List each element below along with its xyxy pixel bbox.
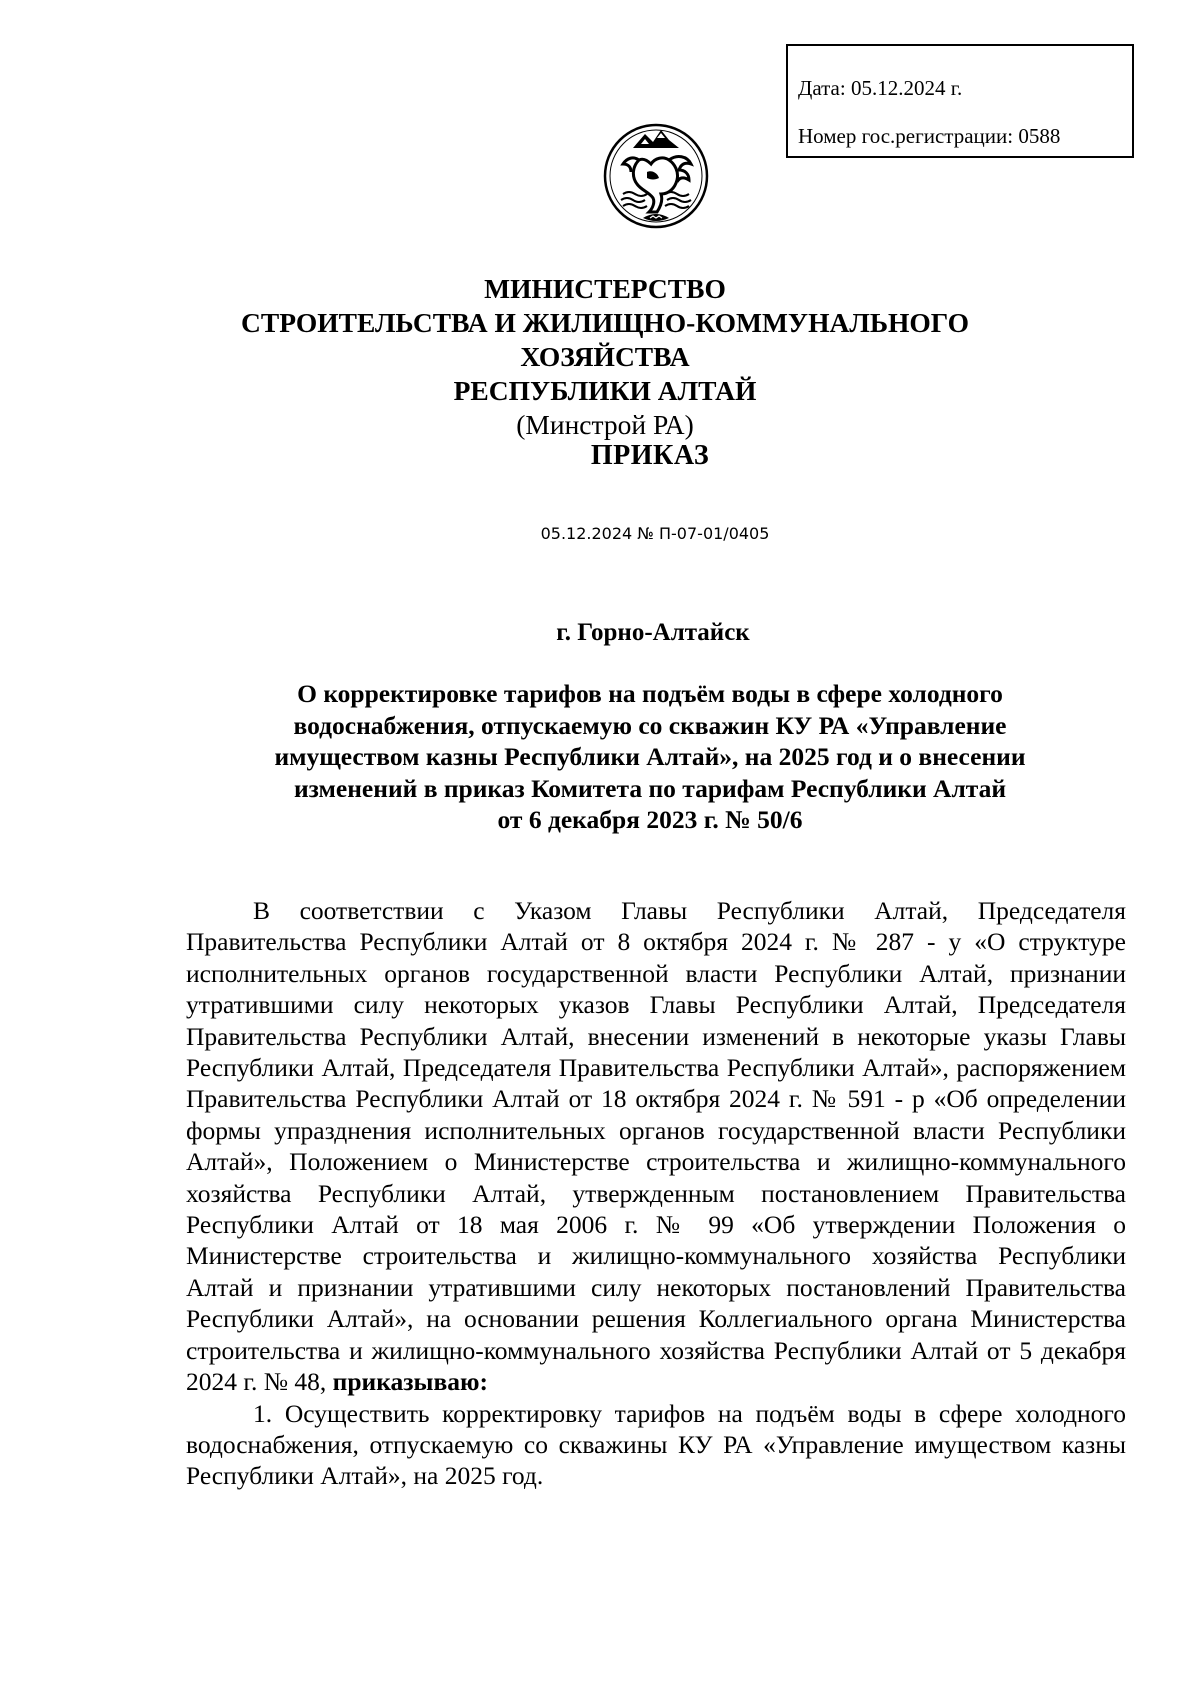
ministry-short-name: (Минстрой РА) [516, 409, 694, 440]
order-title-line5: от 6 декабря 2023 г. № 50/6 [497, 805, 803, 834]
order-title-line4: изменений в приказ Комитета по тарифам Республики Алтай [293, 773, 1007, 803]
preamble-text: В соответствии с Указом Главы Республики Алтай, Председателя Правительства Республики Алтай от 8 октября 2024 г. № 287 - у «О структуре исполнительных органов государственной власти Республики Алтай, признании утратившими силу некоторых указов Главы Республики Алтай, Председателя Правительства Республики Алтай, внесении изменений в некоторые указы Главы Республики Алтай, Председателя Правительства Республики Алтай», распоряжением Правительства Республики Алтай от 18 октября 2024 г. № 591 - р «Об определении формы упразднения исполнительных органов государственной власти Республики Алтай», Положением о Министерстве строительства и жилищно-коммунального хозяйства Республики Алтай, утвержденным постановлением Правительства Республики Алтай от 18 мая 2006 г. № 99 «Об утверждении Положения о Министерстве строительства и жилищно-коммунального хозяйства Республики Алтай и признании утратившими силу некоторых постановлений Правительства Республики Алтай», на основании решения Коллегиального органа Министерства строительства и жилищно-коммунального хозяйства Республики Алтай от 5 декабря 2024 г. № 48, [186, 896, 1126, 1397]
order-reg-number: 05.12.2024 № П-07-01/0405 [540, 524, 770, 543]
registration-date-value: 05.12.2024 г. [850, 76, 963, 100]
ministry-name-line3: РЕСПУБЛИКИ АЛТАЙ [453, 375, 757, 406]
ministry-name-line2: СТРОИТЕЛЬСТВА И ЖИЛИЩНО-КОММУНАЛЬНОГО ХОЗЯЙСТВА [241, 307, 969, 372]
order-title-line3: имуществом казны Республики Алтай», на 2025 год и о внесении [274, 742, 1026, 771]
registration-number-value: 0588 [1018, 124, 1061, 148]
registration-number-label: Номер гос.регистрации: [798, 124, 1014, 148]
preamble-paragraph [186, 895, 1126, 1398]
order-item-1: 1. Осуществить корректировку тарифов на подъём воды в сфере холодного водоснабжения, отпускаемую со скважины КУ РА «Управление имуществом казны Республики Алтай», на 2025 год. [186, 1398, 1126, 1491]
order-title-line2: водоснабжения, отпускаемую со скважин КУ РА «Управление [293, 710, 1007, 740]
registration-date-label: Дата: [798, 76, 846, 100]
altai-coat-of-arms-icon [603, 120, 709, 232]
order-title [200, 678, 1100, 836]
order-title-line1: О корректировке тарифов на подъём воды в сфере холодного [297, 679, 1003, 708]
order-city: г. Горно-Алтайск [556, 619, 750, 646]
command-word: приказываю: [332, 1367, 488, 1397]
document-type: ПРИКАЗ [590, 440, 710, 471]
order-body [186, 895, 1126, 1492]
ministry-header [160, 272, 1050, 442]
registration-date [798, 64, 1132, 112]
ministry-name-line1: МИНИСТЕРСТВО [484, 273, 726, 304]
registration-number [798, 112, 1132, 160]
registration-stamp [786, 44, 1134, 158]
